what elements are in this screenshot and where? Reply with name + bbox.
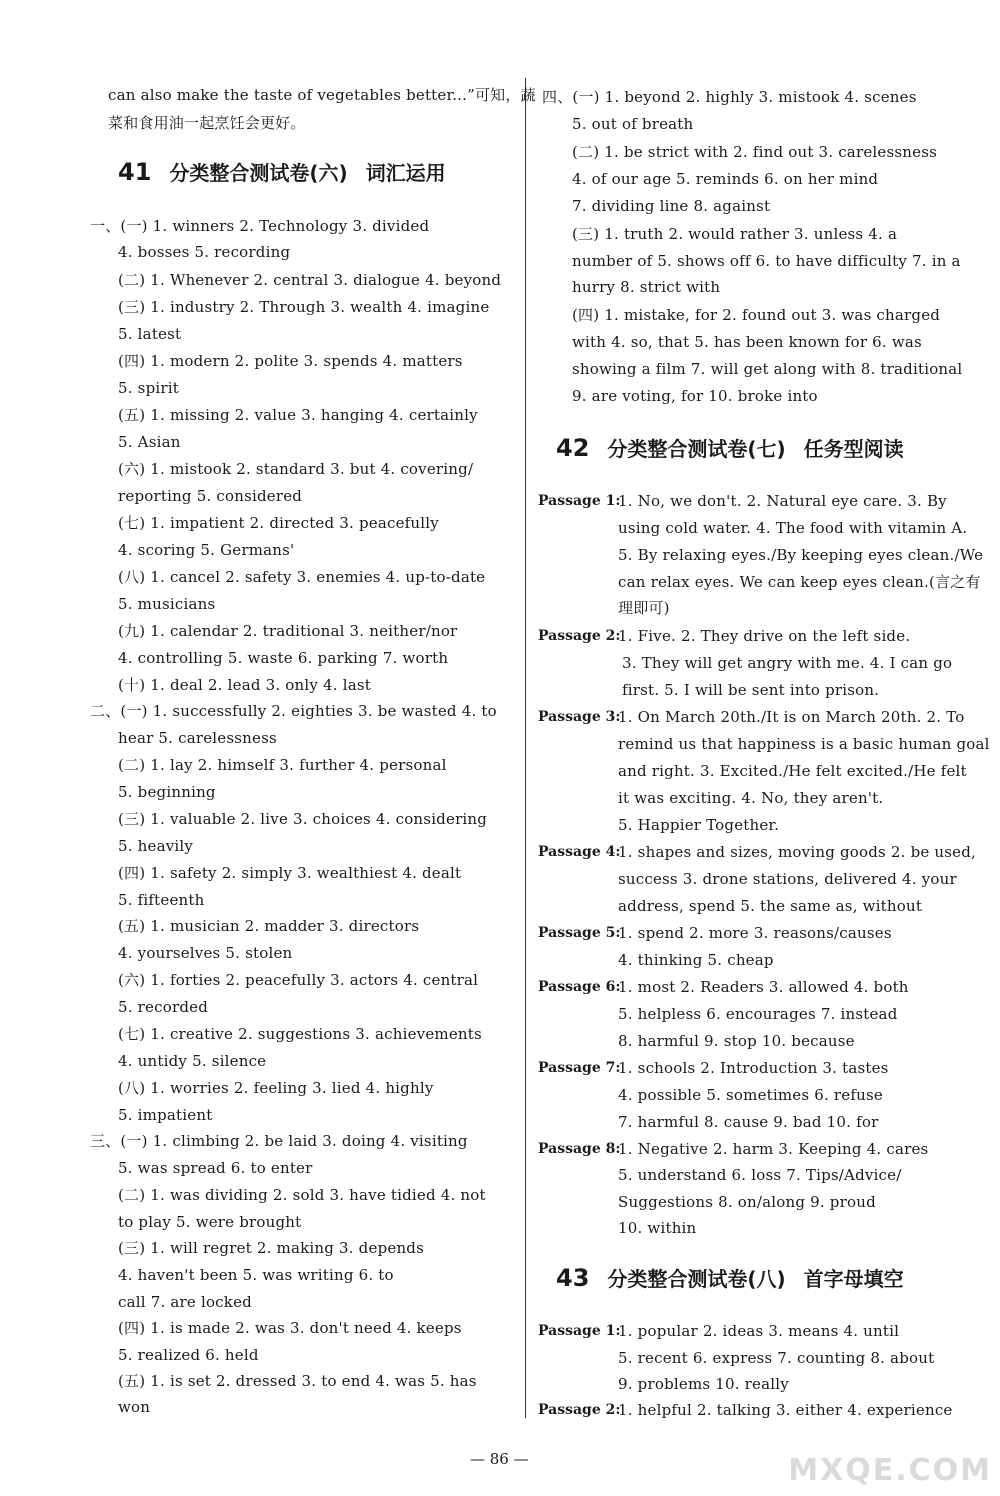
answer-line: hear 5. carelessness: [118, 729, 277, 747]
section-number: 42: [556, 434, 590, 462]
answer-line: (七) 1. creative 2. suggestions 3. achievements: [118, 1025, 482, 1043]
answer-line: (二) 1. Whenever 2. central 3. dialogue 4. beyond: [118, 271, 502, 289]
answer-line: 4. bosses 5. recording: [118, 243, 291, 261]
section-title: 分类整合测试卷(六): [169, 161, 348, 185]
passage-label: Passage 4:: [538, 844, 621, 860]
answer-line: (四) 1. is made 2. was 3. don't need 4. keeps: [118, 1319, 462, 1337]
answer-line: (三) 1. industry 2. Through 3. wealth 4. imagine: [118, 298, 490, 316]
passage-label: Passage 1:: [538, 1323, 621, 1339]
passage-label: Passage 2:: [538, 1402, 621, 1418]
answer-line: it was exciting. 4. No, they aren't.: [618, 789, 884, 807]
answer-line: 二、(一) 1. successfully 2. eighties 3. be wasted 4. to: [90, 702, 497, 720]
answer-line: 5. understand 6. loss 7. Tips/Advice/: [618, 1166, 902, 1184]
passage-label: Passage 3:: [538, 709, 621, 725]
answer-line: 5. Happier Together.: [618, 816, 780, 834]
answer-line: 9. are voting, for 10. broke into: [572, 387, 818, 405]
answer-line: (七) 1. impatient 2. directed 3. peacefully: [118, 514, 439, 532]
passage-label: Passage 8:: [538, 1141, 621, 1157]
answer-line: (五) 1. is set 2. dressed 3. to end 4. was 5. has: [118, 1372, 477, 1390]
answer-line: 9. problems 10. really: [618, 1375, 789, 1393]
answer-line: 5. musicians: [118, 595, 216, 613]
answer-line: 1. popular 2. ideas 3. means 4. until: [618, 1322, 900, 1340]
answer-line: 5. fifteenth: [118, 891, 205, 909]
answer-line: 5. By relaxing eyes./By keeping eyes clean./We: [618, 546, 984, 564]
section-subtitle: 首字母填空: [803, 1267, 904, 1291]
answer-line: 1. helpful 2. talking 3. either 4. experience: [618, 1401, 953, 1419]
answer-line: 1. Five. 2. They drive on the left side.: [618, 627, 911, 645]
answer-line: 1. Negative 2. harm 3. Keeping 4. cares: [618, 1140, 929, 1158]
answer-line: 5. spirit: [118, 379, 179, 397]
answer-line: 5. recent 6. express 7. counting 8. about: [618, 1349, 935, 1367]
passage-label: Passage 1:: [538, 493, 621, 509]
answer-line: call 7. are locked: [118, 1293, 252, 1311]
answer-line: 5. helpless 6. encourages 7. instead: [618, 1005, 898, 1023]
answer-line: success 3. drone stations, delivered 4. your: [618, 870, 957, 888]
answer-line: 1. No, we don't. 2. Natural eye care. 3. By: [618, 492, 947, 510]
answer-line: 4. controlling 5. waste 6. parking 7. worth: [118, 649, 449, 667]
answer-line: 5. latest: [118, 325, 182, 343]
answer-line: 5. was spread 6. to enter: [118, 1159, 313, 1177]
answer-line: address, spend 5. the same as, without: [618, 897, 923, 915]
answer-line: (二) 1. was dividing 2. sold 3. have tidied 4. not: [118, 1186, 486, 1204]
answer-line: 三、(一) 1. climbing 2. be laid 3. doing 4. visiting: [90, 1132, 468, 1150]
answer-line: (三) 1. will regret 2. making 3. depends: [118, 1239, 425, 1257]
section-title: 分类整合测试卷(七): [607, 437, 786, 461]
answer-line: remind us that happiness is a basic human goal: [618, 735, 990, 753]
answer-line: 5. beginning: [118, 783, 216, 801]
answer-line: won: [118, 1398, 151, 1416]
section-heading: [118, 158, 446, 187]
section-subtitle: 词汇运用: [365, 161, 446, 185]
section-heading: [556, 434, 904, 463]
answer-line: and right. 3. Excited./He felt excited./He felt: [618, 762, 967, 780]
answer-line: 4. yourselves 5. stolen: [118, 944, 293, 962]
answer-line: (四) 1. safety 2. simply 3. wealthiest 4. dealt: [118, 864, 462, 882]
answer-line: 1. spend 2. more 3. reasons/causes: [618, 924, 892, 942]
answer-line: (八) 1. cancel 2. safety 3. enemies 4. up-to-date: [118, 568, 486, 586]
answer-line: 7. harmful 8. cause 9. bad 10. for: [618, 1113, 879, 1131]
answer-line: (五) 1. musician 2. madder 3. directors: [118, 917, 420, 935]
section-title: 分类整合测试卷(八): [607, 1267, 786, 1291]
answer-line: 4. thinking 5. cheap: [618, 951, 774, 969]
answer-line: 1. shapes and sizes, moving goods 2. be used,: [618, 843, 977, 861]
answer-line: showing a film 7. will get along with 8. traditional: [572, 360, 963, 378]
section-heading: [556, 1264, 904, 1293]
answer-line: (五) 1. missing 2. value 3. hanging 4. certainly: [118, 406, 478, 424]
answer-line: 5. realized 6. held: [118, 1346, 259, 1364]
answer-line: 4. haven't been 5. was writing 6. to: [118, 1266, 394, 1284]
page-number: — 86 —: [470, 1450, 529, 1468]
passage-label: Passage 7:: [538, 1060, 621, 1076]
answer-line: 5. recorded: [118, 998, 209, 1016]
section-number: 41: [118, 158, 152, 186]
answer-line: 8. harmful 9. stop 10. because: [618, 1032, 855, 1050]
answer-line: (六) 1. forties 2. peacefully 3. actors 4. central: [118, 971, 479, 989]
answer-line: number of 5. shows off 6. to have difficulty 7. in a: [572, 252, 961, 270]
answer-line: (三) 1. truth 2. would rather 3. unless 4. a: [572, 225, 898, 243]
answer-line: 4. possible 5. sometimes 6. refuse: [618, 1086, 883, 1104]
answer-line: hurry 8. strict with: [572, 278, 721, 296]
answer-line: 1. On March 20th./It is on March 20th. 2. To: [618, 708, 965, 726]
answer-line: using cold water. 4. The food with vitamin A.: [618, 519, 968, 537]
passage-label: Passage 2:: [538, 628, 621, 644]
answer-line: (六) 1. mistook 2. standard 3. but 4. covering/: [118, 460, 474, 478]
answer-line: 5. Asian: [118, 433, 181, 451]
answer-line: can relax eyes. We can keep eyes clean.(言之有: [618, 573, 981, 591]
answer-line: 3. They will get angry with me. 4. I can go: [622, 654, 953, 672]
section-number: 43: [556, 1264, 590, 1292]
answer-line: to play 5. were brought: [118, 1213, 302, 1231]
answer-line: 一、(一) 1. winners 2. Technology 3. divided: [90, 217, 430, 235]
answer-line: 5. heavily: [118, 837, 194, 855]
passage-label: Passage 6:: [538, 979, 621, 995]
answer-line: (四) 1. mistake, for 2. found out 3. was charged: [572, 306, 941, 324]
answer-line: 10. within: [618, 1219, 697, 1237]
answer-line: 5. impatient: [118, 1106, 213, 1124]
section-subtitle: 任务型阅读: [803, 437, 904, 461]
answer-line: 4. of our age 5. reminds 6. on her mind: [572, 170, 879, 188]
answer-line: reporting 5. considered: [118, 487, 303, 505]
answer-line: Suggestions 8. on/along 9. proud: [618, 1193, 876, 1211]
answer-line: (九) 1. calendar 2. traditional 3. neither/nor: [118, 622, 458, 640]
answer-line: (八) 1. worries 2. feeling 3. lied 4. highly: [118, 1079, 434, 1097]
answer-line: first. 5. I will be sent into prison.: [622, 681, 880, 699]
answer-line: 菜和食用油一起烹饪会更好。: [108, 114, 306, 132]
answer-line: 1. schools 2. Introduction 3. tastes: [618, 1059, 889, 1077]
answer-line: can also make the taste of vegetables better...”可知，蔬: [108, 86, 536, 104]
answer-line: (二) 1. be strict with 2. find out 3. carelessness: [572, 143, 938, 161]
answer-line: 理即可): [618, 599, 670, 617]
answer-line: 四、(一) 1. beyond 2. highly 3. mistook 4. scenes: [542, 88, 917, 106]
passage-label: Passage 5:: [538, 925, 621, 941]
watermark: MXQE.COM: [788, 1453, 992, 1488]
answer-line: 1. most 2. Readers 3. allowed 4. both: [618, 978, 909, 996]
answer-line: (四) 1. modern 2. polite 3. spends 4. matters: [118, 352, 463, 370]
answer-line: 4. untidy 5. silence: [118, 1052, 267, 1070]
answer-line: 7. dividing line 8. against: [572, 197, 771, 215]
answer-line: with 4. so, that 5. has been known for 6. was: [572, 333, 922, 351]
answer-line: (十) 1. deal 2. lead 3. only 4. last: [118, 676, 371, 694]
answer-line: (二) 1. lay 2. himself 3. further 4. personal: [118, 756, 447, 774]
answer-line: 5. out of breath: [572, 115, 694, 133]
answer-line: (三) 1. valuable 2. live 3. choices 4. considering: [118, 810, 488, 828]
answer-line: 4. scoring 5. Germans': [118, 541, 295, 559]
column-divider: [525, 78, 526, 1418]
